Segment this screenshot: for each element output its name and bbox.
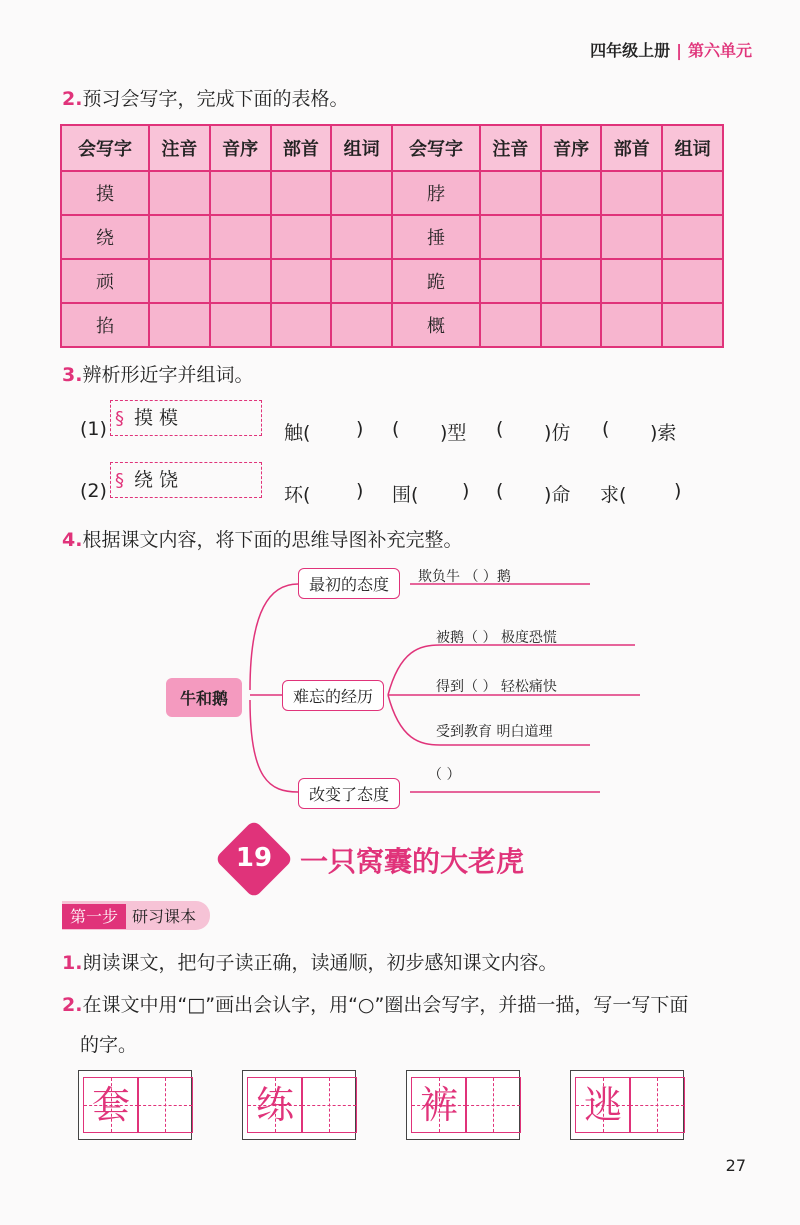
blank-text: ( (496, 480, 504, 502)
question-text: 辨析形近字并组词。 (82, 364, 254, 386)
lesson-title: 一只窝囊的大老虎 (300, 845, 525, 878)
practice-2 (62, 990, 688, 1017)
write-cell[interactable] (137, 1077, 193, 1133)
write-cell[interactable] (629, 1077, 685, 1133)
trace-cell (575, 1077, 631, 1133)
question-number: 3. (62, 364, 83, 386)
question-text: 朗读课文，把句子读正确，读通顺，初步感知课文内容。 (82, 952, 558, 974)
question-number: 2. (62, 994, 83, 1016)
unit-label: 第六单元 (687, 41, 752, 60)
page-number: 27 (725, 1156, 746, 1175)
trace-cell (83, 1077, 139, 1133)
mindmap-node-initial-attitude: 最初的态度 (298, 568, 400, 599)
char-cell: 跪 (392, 259, 480, 303)
trace-char: 套 (91, 1083, 130, 1127)
swan-icon: § (115, 408, 124, 429)
lesson-number: 19 (235, 843, 273, 873)
table-header: 音序 (210, 125, 271, 171)
char-cell: 脖 (392, 171, 480, 215)
step-text: 研习课本 (132, 907, 197, 926)
trace-char: 裤 (419, 1083, 458, 1127)
sub-branch-1 (388, 645, 440, 695)
sub-branch-3 (388, 695, 440, 745)
table-header: 组词 (331, 125, 392, 171)
swan-icon: § (115, 470, 124, 491)
trace-char: 逃 (583, 1083, 622, 1127)
item-label: (1) (80, 418, 107, 440)
item-label: (2) (80, 480, 107, 502)
writing-box[interactable] (242, 1070, 356, 1140)
table-header: 部首 (271, 125, 332, 171)
table-header: 会写字 (61, 125, 149, 171)
blank-text: )型 (440, 422, 467, 444)
blank-text: ( (602, 418, 610, 440)
branch-text-3: 受到教育 明白道理 (436, 724, 553, 740)
char-cell: 绕 (61, 215, 149, 259)
mindmap-node-experience: 难忘的经历 (282, 680, 384, 711)
char-cell: 概 (392, 303, 480, 347)
question-text: 根据课文内容，将下面的思维导图补充完整。 (82, 529, 463, 551)
similar-chars: 绕 饶 (134, 469, 179, 491)
grade-label: 四年级上册 (590, 41, 671, 60)
question-number: 1. (62, 952, 83, 974)
blank-text: ) (356, 418, 364, 440)
blank-text: )命 (544, 484, 571, 506)
question-number: 2. (62, 88, 83, 110)
write-cell[interactable] (465, 1077, 521, 1133)
branch-line-1 (250, 584, 298, 690)
blank-text: ( (496, 418, 504, 440)
branch-line-3 (250, 700, 298, 792)
trace-cell (247, 1077, 303, 1133)
mindmap-root: 牛和鹅 (166, 678, 242, 717)
blank-text: ) (462, 480, 470, 502)
table-header: 部首 (601, 125, 662, 171)
blank-text: )仿 (544, 422, 571, 444)
question-text: 预习会写字，完成下面的表格。 (82, 88, 349, 110)
practice-1 (62, 948, 557, 975)
table-header: 注音 (480, 125, 541, 171)
step-label: 第一步 (62, 904, 126, 929)
practice-2-cont: 的字。 (80, 1034, 138, 1056)
branch-text-2: 得到（ ） 轻松痛快 (436, 679, 557, 695)
char-cell: 顽 (61, 259, 149, 303)
blank-text: 环( (284, 484, 311, 506)
mindmap-node-changed-attitude: 改变了态度 (298, 778, 400, 809)
similar-chars: 摸 模 (134, 407, 179, 429)
blank-text: 围( (392, 484, 419, 506)
writing-box[interactable] (406, 1070, 520, 1140)
node3-answer: （ ） (428, 767, 461, 783)
write-cell[interactable] (301, 1077, 357, 1133)
question-number: 4. (62, 529, 83, 551)
question-text: 在课文中用“□”画出会认字，用“○”圈出会写字，并描一描，写一写下面 (82, 994, 689, 1016)
table-header: 音序 (541, 125, 602, 171)
step-banner (62, 901, 210, 930)
char-cell: 捶 (392, 215, 480, 259)
writing-box[interactable] (570, 1070, 684, 1140)
writing-box[interactable] (78, 1070, 192, 1140)
blank-text: 触( (284, 422, 311, 444)
blank-text: ( (392, 418, 400, 440)
node1-answer: 欺负牛 （ ）鹅 (418, 569, 511, 585)
char-cell: 摸 (61, 171, 149, 215)
blank-text: ) (356, 480, 364, 502)
table-header: 会写字 (392, 125, 480, 171)
table-header: 组词 (662, 125, 723, 171)
table-header: 注音 (149, 125, 210, 171)
trace-cell (411, 1077, 467, 1133)
trace-char: 练 (255, 1083, 294, 1127)
blank-text: ) (674, 480, 682, 502)
branch-text-1: 被鹅（ ） 极度恐慌 (436, 630, 557, 646)
header-separator: | (676, 41, 682, 60)
char-cell: 掐 (61, 303, 149, 347)
blank-text: 求( (600, 484, 627, 506)
blank-text: )索 (650, 422, 677, 444)
